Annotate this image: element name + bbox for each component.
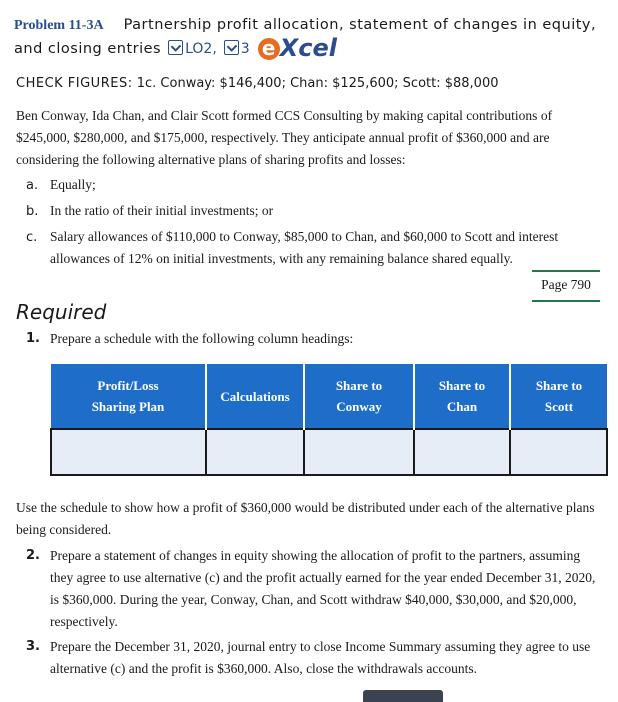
check-figures-text: 1c. Conway: $146,400; Chan: $125,600; Scott: $88,000 (136, 76, 499, 91)
table-cell[interactable] (51, 429, 206, 475)
check-figures-label: CHECK FIGURES: (16, 76, 133, 91)
media-thumbnail[interactable] (363, 690, 443, 702)
schedule-note: Use the schedule to show how a profit of $360,000 would be distributed under each of the alternative plans being considered. (16, 500, 595, 537)
table-cell[interactable] (414, 429, 510, 475)
requirement-2: 2. Prepare a statement of changes in equity showing the allocation of profit to the partners, assuming they agree to use alternative (c) and the profit actually earned for the year ended December 31, 2020, is $360,000. During the year, Conway, Chan, and Scott withdraw $40,000, $30,000, and $20,000, respectively. (26, 548, 596, 629)
learning-objective-label: LO2, (185, 41, 217, 57)
learning-objective-label: 3 (240, 41, 250, 57)
alternative-c: c. Salary allowances of $110,000 to Conway, $85,000 to Chan, and $60,000 to Scott and interest allowances of 12% on initial investments, with any remaining balance shared equally. (26, 229, 559, 266)
requirement-1: 1. Prepare a schedule with the following column headings: (26, 331, 354, 346)
intro-paragraph: Ben Conway, Ida Chan, and Clair Scott formed CCS Consulting by making capital contributions of $245,000, $280,000, and $175,000, respectively. They anticipate annual profit of $360,000 and are considering the following alternative plans of sharing profits and losses: (16, 108, 553, 167)
column-header-chan: Share to Chan (414, 364, 510, 429)
learning-objective-icon (168, 40, 183, 55)
problem-header (14, 14, 604, 60)
required-heading: Required (16, 300, 107, 324)
alternative-b: b. In the ratio of their initial investments; or (26, 203, 274, 219)
column-header-sharing-plan: Profit/Loss Sharing Plan (51, 364, 206, 429)
table-cell[interactable] (206, 429, 304, 475)
schedule-header-row (51, 364, 607, 429)
column-header-scott: Share to Scott (510, 364, 607, 429)
table-row (51, 429, 607, 475)
problem-title: Partnership profit allocation, statement of changes in equity, and closing entries (14, 17, 597, 57)
alternative-a: a. Equally; (26, 177, 96, 193)
problem-number: Problem 11-3A (14, 18, 104, 33)
check-figures (16, 76, 498, 91)
page-reference: Page 790 (532, 270, 600, 302)
table-cell[interactable] (304, 429, 414, 475)
learning-objective-icon (224, 40, 239, 55)
table-cell[interactable] (510, 429, 607, 475)
excel-logo-icon: e Xcel (258, 34, 337, 62)
column-header-conway: Share to Conway (304, 364, 414, 429)
schedule-table (50, 364, 608, 476)
requirement-3: 3. Prepare the December 31, 2020, journal entry to close Income Summary assuming they agree to use alternative (c) and the profit is $360,000. Also, close the withdrawals accounts. (26, 639, 591, 676)
column-header-calculations: Calculations (206, 364, 304, 429)
